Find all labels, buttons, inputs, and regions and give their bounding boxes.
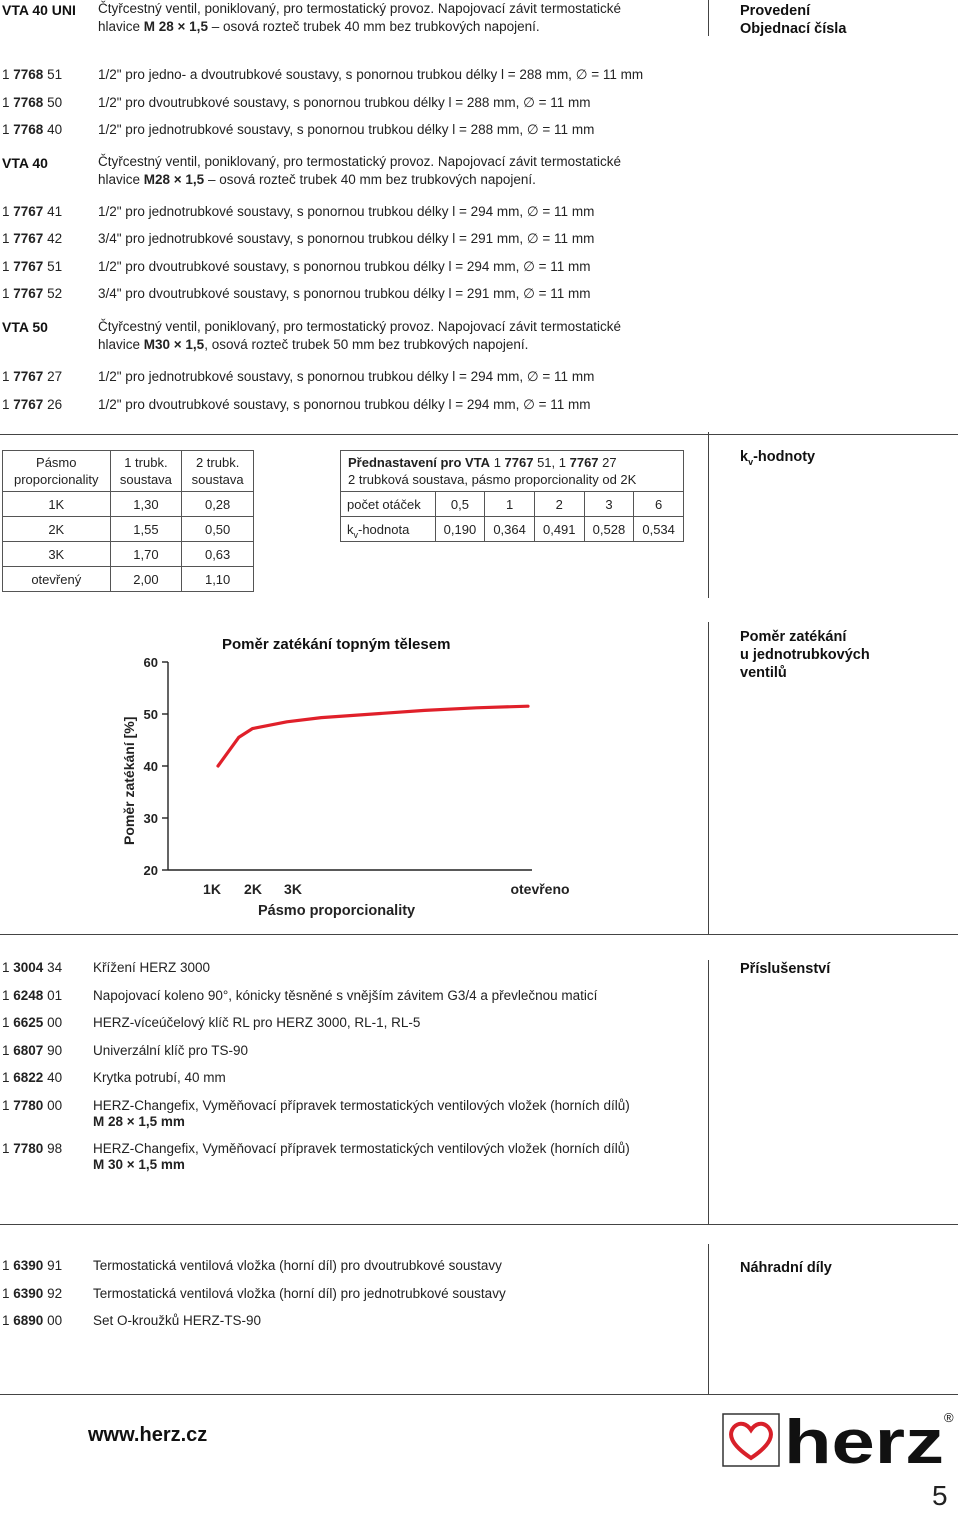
rule-after-accessories	[0, 1224, 958, 1225]
vta50-description	[98, 318, 621, 354]
table-cell: otevřený	[3, 567, 111, 592]
list-item	[2, 1070, 226, 1098]
accessories-list	[2, 960, 630, 1184]
vta40-desc-line2: hlavice M28 × 1,5 – osová rozteč trubek 40 mm bez trubkových napojení.	[98, 172, 536, 187]
article-desc: Termostatická ventilová vložka (horní díl) pro jednotrubkové soustavy	[93, 1285, 506, 1301]
article-row	[2, 369, 595, 397]
table-cell: 3K	[3, 542, 111, 567]
table-row	[3, 517, 254, 542]
article-desc: 1/2" pro dvoutrubkové soustavy, s ponornou trubkou délky l = 294 mm, ∅ = 11 mm	[98, 258, 591, 274]
table-cell: 2K	[3, 517, 111, 542]
article-code: 1 6625 00	[2, 1015, 63, 1030]
presetting-table	[340, 450, 684, 542]
list-item	[2, 1285, 506, 1314]
table-label-cell: počet otáček	[341, 492, 436, 517]
article-desc: Univerzální klíč pro TS-90	[93, 1042, 249, 1058]
table-header-cell: 1 trubk. soustava	[110, 451, 182, 492]
list-item	[2, 1258, 502, 1286]
top-desc-line1: Čtyřcestný ventil, poniklovaný, pro termostatický provoz. Napojovací závit termostatické	[98, 1, 621, 16]
top-desc-line2: hlavice M 28 × 1,5 – osová rozteč trubek 40 mm bez trubkových napojení.	[98, 19, 540, 34]
list-item	[2, 1015, 421, 1043]
logo-wordmark: herz	[784, 1408, 944, 1477]
header-nahradni-dily: Náhradní díly	[740, 1260, 832, 1276]
article-row	[2, 67, 644, 95]
articles-group-a	[2, 67, 644, 150]
table-row	[3, 542, 254, 567]
table-cell: 1K	[3, 492, 111, 517]
article-code: 1 6390 92	[2, 1285, 63, 1301]
proportionality-table	[2, 450, 254, 592]
table-cell: 0,534	[634, 517, 684, 542]
article-code: 1 6390 91	[2, 1258, 63, 1273]
article-code: 1 7767 41	[2, 204, 63, 219]
article-desc: Křížení HERZ 3000	[93, 960, 211, 975]
page-number: 5	[932, 1480, 948, 1511]
table-cell: 2,00	[110, 567, 182, 592]
table-cell: 0,491	[534, 517, 584, 542]
heart-icon	[731, 1424, 771, 1458]
table-cell: 1	[485, 492, 535, 517]
vta40-description	[98, 153, 621, 189]
presetting-subtitle: 2 trubková soustava, pásmo proporcionality od 2K	[348, 472, 637, 487]
rule-after-articles	[0, 434, 958, 435]
article-desc: 1/2" pro jednotrubkové soustavy, s ponornou trubkou délky l = 288 mm, ∅ = 11 mm	[98, 122, 595, 137]
table-cell: 0,364	[485, 517, 535, 542]
x-axis-label: Pásmo proporcionality	[258, 903, 416, 919]
divider-vertical-top	[708, 0, 709, 36]
y-tick-label: 20	[143, 863, 158, 878]
x-tick-label: otevřeno	[510, 881, 570, 897]
table-cell: 3	[584, 492, 634, 517]
article-code: 1 7780 98	[2, 1140, 63, 1156]
table-header-row	[341, 451, 684, 492]
article-desc: 1/2" pro dvoutrubkové soustavy, s ponornou trubkou délky l = 288 mm, ∅ = 11 mm	[98, 94, 591, 110]
list-item	[2, 1042, 249, 1071]
article-desc: 3/4" pro jednotrubkové soustavy, s ponornou trubkou délky l = 291 mm, ∅ = 11 mm	[98, 231, 595, 247]
divider-vertical-spares	[708, 1244, 709, 1394]
spares-list	[2, 1258, 506, 1341]
top-description	[98, 0, 621, 36]
divider-vertical-kv	[708, 432, 709, 598]
article-code: 1 7767 52	[2, 285, 63, 301]
article-code: 1 6807 90	[2, 1042, 63, 1058]
chart-title: Poměr zatékání topným tělesem	[222, 636, 451, 653]
header-pomer-zatekani: Poměr zatékání u jednotrubkových ventilů	[740, 629, 870, 681]
y-axis-label: Poměr zatékání [%]	[121, 716, 137, 845]
article-code: 1 7780 00	[2, 1097, 63, 1113]
table-cell: 1,10	[182, 567, 254, 592]
article-desc: HERZ-Changefix, Vyměňovací přípravek termostatických ventilových vložek (horních dílů) M 28 × 1,5 mm	[93, 1097, 630, 1129]
article-code: 1 7768 40	[2, 122, 63, 137]
article-desc: Napojovací koleno 90°, kónicky těsněné s vnějším závitem G3/4 a převlečnou maticí	[93, 987, 598, 1003]
list-item	[2, 987, 598, 1016]
registered-mark: ®	[944, 1410, 954, 1425]
table-cell: 0,528	[584, 517, 634, 542]
article-code: 1 7767 51	[2, 258, 63, 274]
rule-after-chart	[0, 934, 958, 935]
table-cell: 0,5	[435, 492, 485, 517]
header-provedeni: Provedení	[740, 3, 811, 19]
article-row	[2, 396, 591, 425]
article-code: 1 7767 26	[2, 396, 63, 412]
article-row	[2, 231, 595, 258]
article-row	[2, 285, 591, 313]
article-code: 1 7767 42	[2, 231, 63, 247]
article-desc: 1/2" pro dvoutrubkové soustavy, s ponornou trubkou délky l = 294 mm, ∅ = 11 mm	[98, 396, 591, 412]
top-code: VTA 40 UNI	[2, 2, 76, 18]
y-tick-label: 60	[143, 655, 158, 670]
article-desc: Krytka potrubí, 40 mm	[93, 1070, 226, 1085]
article-code: 1 7767 27	[2, 369, 63, 384]
table-cell: 0,63	[182, 542, 254, 567]
article-desc: 1/2" pro jedno- a dvoutrubkové soustavy, s ponornou trubkou délky l = 288 mm, ∅ = 11 mm	[98, 67, 644, 82]
list-item	[2, 960, 211, 988]
articles-group-c	[2, 369, 595, 424]
website-link[interactable]: www.herz.cz	[88, 1424, 208, 1446]
table-title-cell	[341, 451, 684, 492]
vta50-desc-line2: hlavice M30 × 1,5, osová rozteč trubek 50 mm bez trubkových napojení.	[98, 337, 529, 352]
table-cell: 1,30	[110, 492, 182, 517]
article-code: 1 6822 40	[2, 1070, 63, 1085]
header-objednaci-cisla: Objednací čísla	[740, 21, 847, 37]
y-tick-label: 40	[143, 759, 158, 774]
table-cell: 1,70	[110, 542, 182, 567]
table-row	[3, 492, 254, 517]
article-row	[2, 94, 591, 123]
article-code: 1 6890 00	[2, 1313, 63, 1328]
x-tick-label: 1K	[203, 881, 221, 897]
article-desc: Termostatická ventilová vložka (horní díl) pro dvoutrubkové soustavy	[93, 1258, 502, 1273]
divider-vertical-chart	[708, 622, 709, 934]
vta40-desc-line1: Čtyřcestný ventil, poniklovaný, pro termostatický provoz. Napojovací závit termostatické	[98, 154, 621, 169]
x-tick-label: 2K	[244, 881, 262, 897]
table-row	[3, 567, 254, 592]
table-header-row	[3, 451, 254, 492]
article-desc: Set O-kroužků HERZ-TS-90	[93, 1313, 262, 1328]
table-cell: 0,190	[435, 517, 485, 542]
herz-logo	[720, 1408, 956, 1477]
article-code: 1 3004 34	[2, 960, 63, 975]
table-header-cell: Pásmo proporcionality	[3, 451, 111, 492]
flow-ratio-chart	[100, 640, 570, 930]
table-row	[341, 492, 684, 517]
table-header-cell: 2 trubk. soustava	[182, 451, 254, 492]
list-item	[2, 1097, 630, 1141]
list-item	[2, 1140, 630, 1184]
chart-series-line	[218, 706, 528, 766]
header-prislusenstvi: Příslušenství	[740, 961, 831, 977]
table-cell: 0,50	[182, 517, 254, 542]
vta40-code: VTA 40	[2, 155, 48, 171]
x-tick-label: 3K	[284, 881, 302, 897]
vta50-desc-line1: Čtyřcestný ventil, poniklovaný, pro termostatický provoz. Napojovací závit termostatické	[98, 319, 621, 334]
rule-after-spares	[0, 1394, 958, 1395]
table-cell: 2	[534, 492, 584, 517]
y-tick-label: 50	[143, 707, 158, 722]
table-cell: 1,55	[110, 517, 182, 542]
vta50-code: VTA 50	[2, 319, 48, 335]
article-desc: HERZ-Changefix, Vyměňovací přípravek termostatických ventilových vložek (horních dílů) M 30 × 1,5 mm	[93, 1140, 630, 1172]
article-desc: 1/2" pro jednotrubkové soustavy, s ponornou trubkou délky l = 294 mm, ∅ = 11 mm	[98, 369, 595, 384]
article-code: 1 6248 01	[2, 987, 63, 1003]
table-row	[341, 517, 684, 542]
article-row	[2, 258, 591, 286]
table-cell: 6	[634, 492, 684, 517]
table-label-cell: $k_v$-hodnota	[341, 517, 436, 542]
header-kv-hodnoty: $k_v$-hodnoty	[740, 449, 816, 467]
y-tick-label: 30	[143, 811, 158, 826]
list-item	[2, 1313, 262, 1341]
table-cell: 0,28	[182, 492, 254, 517]
article-desc: 3/4" pro dvoutrubkové soustavy, s ponornou trubkou délky l = 291 mm, ∅ = 11 mm	[98, 285, 591, 301]
divider-vertical-accessories	[708, 960, 709, 1224]
article-code: 1 7768 51	[2, 67, 63, 82]
article-desc: 1/2" pro jednotrubkové soustavy, s ponornou trubkou délky l = 294 mm, ∅ = 11 mm	[98, 204, 595, 219]
presetting-title: Přednastavení pro VTA 1 7767 51, 1 7767 27	[348, 455, 617, 470]
article-row	[2, 122, 595, 150]
article-row	[2, 204, 595, 231]
article-code: 1 7768 50	[2, 94, 63, 110]
article-desc: HERZ-víceúčelový klíč RL pro HERZ 3000, RL-1, RL-5	[93, 1015, 421, 1030]
articles-group-b	[2, 204, 595, 313]
